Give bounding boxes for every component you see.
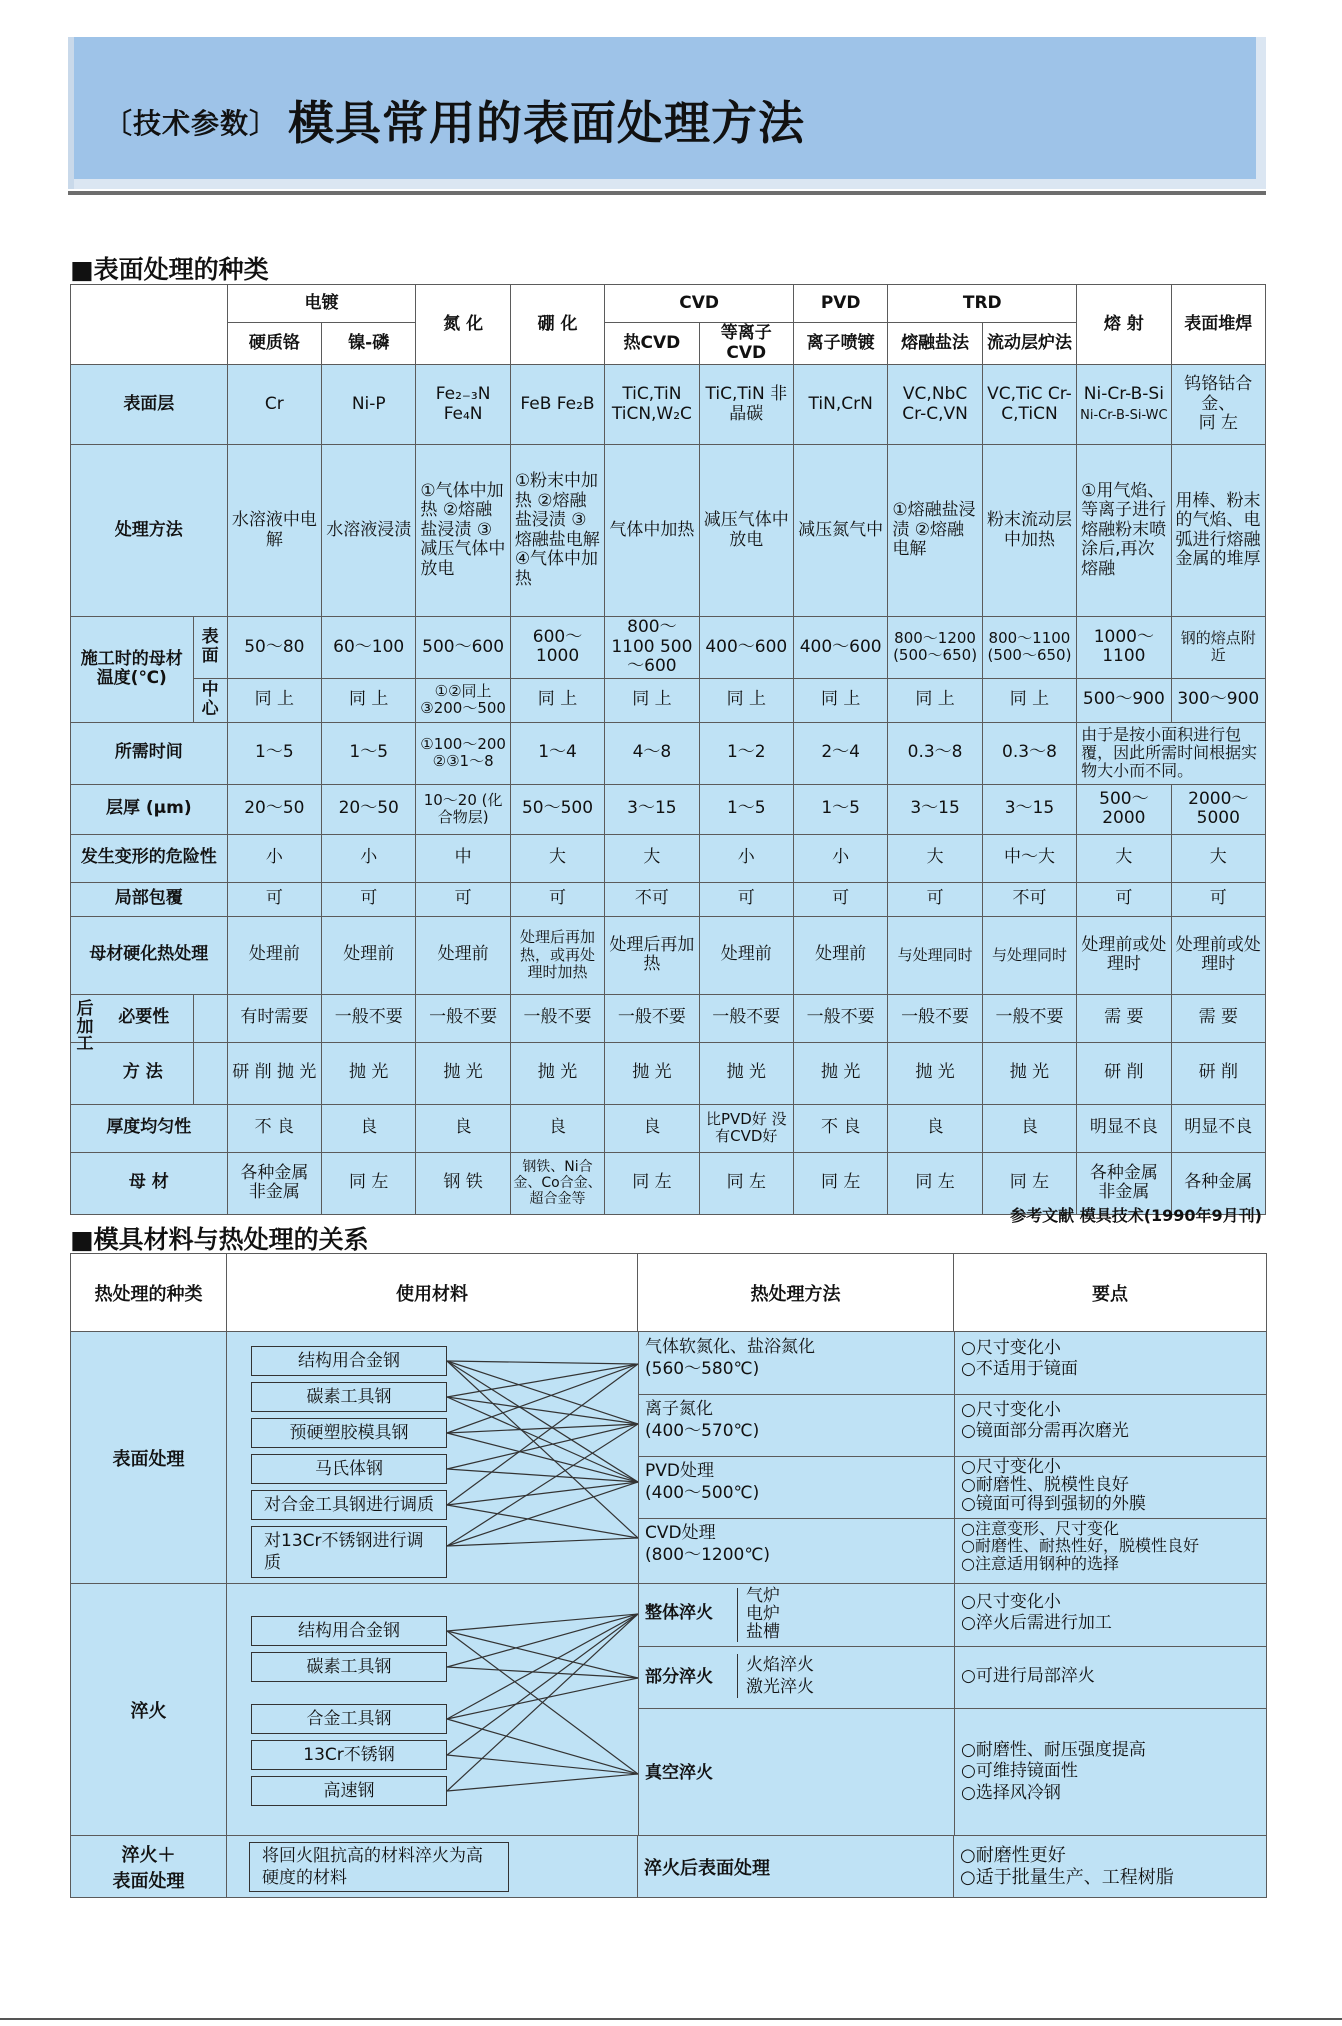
table-cell: 大 [510,834,604,882]
table-cell: 抛 光 [982,1042,1076,1104]
table-cell: 1～5 [793,784,887,834]
table-cell: 50～500 [510,784,604,834]
sub-header: 硬质铬 [227,323,321,365]
table-cell: 800～1200 (500～650) [888,617,982,679]
table-cell: 4～8 [605,722,699,784]
group-header: 电镀 [227,285,416,323]
title-text: 模具常用的表面处理方法 [288,96,806,150]
material-cell [227,1836,638,1898]
point-text: ○耐磨性更好 [960,1844,1066,1866]
table-cell: 水溶液浸渍 [322,445,416,617]
table-cell: 与处理同时 [982,916,1076,994]
table-cell: 可 [416,882,510,916]
connection-lines [447,1584,638,1836]
material-box: 预硬塑胶模具钢 [251,1418,447,1448]
table-cell: Fe₂₋₃N Fe₄N [416,365,510,445]
sub-header: 流动层炉法 [982,323,1076,365]
sub-method: 火焰淬火 [746,1655,814,1675]
table-cell: 钢 铁 [416,1152,510,1214]
row-label: 所需时间 [71,722,228,784]
row-sublabel: 中心 [193,678,227,722]
reference-note: 参考文献 模具技术(1990年9月刊) [1010,1206,1262,1225]
table-cell: TiC,TiN TiCN,W₂C [605,365,699,445]
table-cell: 一般不要 [699,994,793,1042]
table-cell: 需 要 [1171,994,1265,1042]
table-cell: 减压氮气中 [793,445,887,617]
material-box: 结构用合金钢 [251,1616,447,1646]
table-cell: 800～1100 (500～650) [982,617,1076,679]
table-cell: 同 左 [699,1152,793,1214]
category-line: 表面处理 [112,1870,185,1892]
table-cell: 500～2000 [1077,784,1171,834]
surface-block [227,1332,1267,1584]
table-cell: 一般不要 [793,994,887,1042]
table-cell: 各种金属 非金属 [227,1152,321,1214]
category-line: 淬火＋ [121,1844,176,1866]
row-label: 后加工 [76,998,94,1055]
table-cell: 抛 光 [510,1042,604,1104]
table-cell [1171,365,1265,445]
table-cell: 处理前 [793,916,887,994]
category-label: 淬火 [71,1584,227,1836]
point-text: ○耐磨性、耐压强度提高 [961,1740,1146,1760]
table-cell: 20～50 [322,784,416,834]
method-name: PVD处理 [645,1461,714,1481]
table-row [71,1042,1266,1104]
table-cell: 良 [982,1104,1076,1152]
page-title [104,87,805,153]
group-header: 表面堆焊 [1171,285,1265,365]
method-temp: (560～580℃) [645,1359,760,1380]
table-cell: 可 [1171,882,1265,916]
section1-title: ■表面处理的种类 [70,255,269,284]
material-box: 13Cr不锈钢 [251,1740,447,1770]
table-row [71,834,1266,882]
table-cell: 粉末流动层中加热 [982,445,1076,617]
row-label: 母材硬化热处理 [71,916,228,994]
point-text: ○淬火后需进行加工 [961,1613,1112,1634]
table-cell: 2000～5000 [1171,784,1265,834]
table-cell: 处理后再加热 [605,916,699,994]
row-label: 层厚 (μm) [71,784,228,834]
table-cell: 抛 光 [793,1042,887,1104]
table-cell: 不可 [982,882,1076,916]
table-cell: 中 [416,834,510,882]
row-label: 厚度均匀性 [71,1104,228,1152]
material-box: 高速钢 [251,1776,447,1806]
table-row [71,617,1266,679]
material-box: 马氏体钢 [251,1454,447,1484]
material-box: 结构用合金钢 [251,1346,447,1376]
method-name: 离子氮化 [645,1399,713,1419]
table-cell: 处理前或处理时 [1077,916,1171,994]
method-subs [737,1588,780,1642]
table-row [71,1332,1267,1584]
method-name: 整体淬火 [645,1603,713,1623]
table-cell: 1～5 [699,784,793,834]
cell-line: Ni-Cr-B-Si-WC [1080,407,1168,423]
table-cell: 抛 光 [416,1042,510,1104]
table-cell: 同 上 [510,678,604,722]
footer-rule [0,2018,1342,2020]
method-name: CVD处理 [645,1523,716,1543]
row-label: 局部包覆 [71,882,228,916]
table-cell: 50～80 [227,617,321,679]
table-cell: 可 [1077,882,1171,916]
table-cell: 钢的熔点附近 [1171,617,1265,679]
table-cell: 大 [888,834,982,882]
table-cell: 各种金属 [1171,1152,1265,1214]
table-cell: 处理前 [227,916,321,994]
row-label-split [71,994,194,1055]
table-cell: 大 [1077,834,1171,882]
table-cell: 处理后再加热，或再处理时加热 [510,916,604,994]
table-cell: 可 [322,882,416,916]
row-label: 施工时的母材温度(℃) [71,617,194,723]
table-cell: ①②同上 ③200～500 [416,678,510,722]
table-cell: 由于是按小面积进行包覆，因此所需时间根据实物大小而不同。 [1077,722,1266,784]
table-cell: 大 [605,834,699,882]
table-cell: 用棒、粉末的气焰、电弧进行熔融金属的堆厚 [1171,445,1265,617]
table-cell: 良 [510,1104,604,1152]
section2-title: ■模具材料与热处理的关系 [70,1225,369,1254]
row-label: 表面层 [71,365,228,445]
point-text: ○尺寸变化小 [961,1592,1061,1612]
points-cell [954,1836,1267,1898]
title-tag: 〔技术参数〕 [104,107,279,140]
point-text: ○尺寸变化小 [961,1400,1061,1420]
table-cell: 抛 光 [699,1042,793,1104]
table-cell: 1～2 [699,722,793,784]
table-cell: 小 [699,834,793,882]
sub-header: 等离子CVD [699,323,793,365]
table-cell: 水溶液中电解 [227,445,321,617]
table-cell: 良 [605,1104,699,1152]
table-cell: 气体中加热 [605,445,699,617]
table-cell: ①气体中加热 ②熔融盐浸渍 ③减压气体中放电 [416,445,510,617]
table-cell: 抛 光 [605,1042,699,1104]
method-temp: (800～1200℃) [645,1545,771,1566]
table-cell: 有时需要 [227,994,321,1042]
category-label: 表面处理 [71,1332,227,1584]
table-cell: 同 左 [793,1152,887,1214]
method-item [645,1398,759,1442]
method-item [645,1522,770,1566]
row-label: 处理方法 [71,445,228,617]
table-cell: 大 [1171,834,1265,882]
table-cell: 3～15 [982,784,1076,834]
material-box: 对13Cr不锈钢进行调质 [251,1526,447,1578]
point-text: ○选择风冷钢 [961,1782,1061,1803]
table-cell: 明显不良 [1171,1104,1265,1152]
method-name: 淬火后表面处理 [638,1836,954,1898]
method-name: 气体软氮化、盐浴氮化 [645,1337,815,1357]
table-cell: 一般不要 [982,994,1076,1042]
point-text: ○注意变形、尺寸变化 [961,1519,1119,1538]
table-cell: ①熔融盐浸渍 ②熔融电解 [888,445,982,617]
table-row [71,1104,1266,1152]
table-cell: 可 [793,882,887,916]
table-row [71,882,1266,916]
table-cell: ①100～200 ②③1～8 [416,722,510,784]
table-cell: 一般不要 [322,994,416,1042]
table-row [71,916,1266,994]
table-cell: 同 上 [982,678,1076,722]
table-cell: Cr [227,365,321,445]
table-cell: 800～1100 500～600 [605,617,699,679]
table-cell [1077,365,1171,445]
table-cell: 同 左 [888,1152,982,1214]
material-box: 将回火阻抗高的材料淬火为高硬度的材料 [249,1842,509,1892]
category-label [71,1836,227,1898]
material-box: 碳素工具钢 [251,1652,447,1682]
table-cell: FeB Fe₂B [510,365,604,445]
table-cell: 钢铁、Ni合金、Co合金、超合金等 [510,1152,604,1214]
table-cell: 同 左 [605,1152,699,1214]
table-cell: 良 [322,1104,416,1152]
table-cell: 良 [416,1104,510,1152]
table-row [71,365,1266,445]
group-header: 熔 射 [1077,285,1171,365]
table-cell: 一般不要 [888,994,982,1042]
row-label: 发生变形的危险性 [71,834,228,882]
point-text: ○镜面部分需再次磨光 [961,1421,1129,1442]
cell-line: 钨铬钴合金、 [1184,374,1253,414]
table-cell: 同 上 [793,678,887,722]
table-cell: 可 [510,882,604,916]
table-cell: 抛 光 [322,1042,416,1104]
row-sublabel: 必要性 [118,1007,170,1028]
table-cell: 400～600 [699,617,793,679]
table-cell: 不 良 [227,1104,321,1152]
row-label: 母 材 [71,1152,228,1214]
table-cell: 同 上 [888,678,982,722]
table-cell: 良 [888,1104,982,1152]
method-temp: (400～570℃) [645,1421,760,1442]
table-row [71,722,1266,784]
point-text: ○可维持镜面性 [961,1761,1078,1782]
point-text: ○不适用于镜面 [961,1359,1078,1380]
table-cell: 同 左 [322,1152,416,1214]
table-cell: 一般不要 [605,994,699,1042]
point-text: ○尺寸变化小 [961,1457,1061,1477]
table-cell: 3～15 [605,784,699,834]
table-cell: 小 [793,834,887,882]
group-header: TRD [888,285,1077,323]
table-cell: 需 要 [1077,994,1171,1042]
corner-cell [71,285,228,365]
material-box: 碳素工具钢 [251,1382,447,1412]
table-cell: 1～4 [510,722,604,784]
point-text: ○镜面可得到强韧的外膜 [961,1493,1146,1514]
table-cell: 20～50 [227,784,321,834]
material-box: 合金工具钢 [251,1704,447,1734]
table-cell: 明显不良 [1077,1104,1171,1152]
table-cell: 3～15 [888,784,982,834]
column-header: 使用材料 [227,1254,638,1332]
table-cell: 600～1000 [510,617,604,679]
table-cell: 处理前 [416,916,510,994]
table-cell: 不可 [605,882,699,916]
group-header: 硼 化 [510,285,604,365]
header-banner [68,37,1266,189]
point-text: ○注意适用钢种的选择 [961,1553,1119,1573]
table-cell: 与处理同时 [888,916,982,994]
point-text: ○适于批量生产、工程树脂 [960,1866,1174,1888]
point-text: ○耐磨性、脱模性良好 [961,1475,1129,1496]
table-cell: TiC,TiN 非晶碳 [699,365,793,445]
point-text: ○耐磨性、耐热性好，脱模性良好 [961,1536,1199,1556]
column-header: 要点 [954,1254,1267,1332]
sub-header: 热CVD [605,323,699,365]
sub-header: 离子喷镀 [793,323,887,365]
table-cell: 研 削 [1077,1042,1171,1104]
group-header: CVD [605,285,794,323]
table-cell: 500～900 [1077,678,1171,722]
table-cell: 同 上 [322,678,416,722]
table-cell: 同 上 [699,678,793,722]
table-cell: 60～100 [322,617,416,679]
table-cell: 0.3～8 [982,722,1076,784]
table-cell: 同 上 [227,678,321,722]
table-cell: 处理前 [699,916,793,994]
table-cell: 1000～1100 [1077,617,1171,679]
sub-header: 镍-磷 [322,323,416,365]
table-row [71,445,1266,617]
sub-method: 电炉 [746,1603,780,1624]
table-cell: VC,NbC Cr-C,VN [888,365,982,445]
connection-lines [447,1332,638,1584]
surface-treatment-table [70,284,1266,1215]
sub-method: 激光淬火 [746,1677,814,1698]
table-cell: 处理前或处理时 [1171,916,1265,994]
table-cell: 小 [227,834,321,882]
quench-block [227,1584,1267,1836]
column-header: 热处理方法 [638,1254,954,1332]
table-cell: 不 良 [793,1104,887,1152]
table-cell: 比PVD好 没有CVD好 [699,1104,793,1152]
table-cell: Ni-P [322,365,416,445]
cell-line: 同 左 [1198,413,1238,434]
table-cell: ①用气焰、等离子进行熔融粉末喷涂后,再次熔融 [1077,445,1171,617]
group-header: 氮 化 [416,285,510,365]
table-cell: 同 左 [982,1152,1076,1214]
table-cell: 研 削 抛 光 [227,1042,321,1104]
table-cell: 400～600 [793,617,887,679]
table-cell: 中～大 [982,834,1076,882]
table-row [71,1584,1267,1836]
point-text: ○尺寸变化小 [961,1338,1061,1358]
table-cell: 一般不要 [416,994,510,1042]
table-cell: ①粉末中加热 ②熔融盐浸渍 ③熔融盐电解 ④气体中加热 [510,445,604,617]
table-cell: 可 [227,882,321,916]
table-cell: 减压气体中放电 [699,445,793,617]
sub-header: 熔融盐法 [888,323,982,365]
table-row [71,994,1266,1042]
method-name: 真空淬火 [645,1763,713,1783]
table-cell: 各种金属 非金属 [1077,1152,1171,1214]
table-cell: 0.3～8 [888,722,982,784]
row-sublabel: 表面 [193,617,227,679]
table-row [71,1836,1267,1898]
point-text: ○可进行局部淬火 [961,1666,1095,1686]
material-heat-treatment-table [70,1253,1267,1898]
method-temp: (400～500℃) [645,1483,760,1504]
method-name: 部分淬火 [645,1667,713,1687]
table-cell: 同 上 [605,678,699,722]
table-cell: 300～900 [1171,678,1265,722]
table-cell: 可 [888,882,982,916]
table-row [71,678,1266,722]
table-cell: 研 削 [1171,1042,1265,1104]
table-row [71,784,1266,834]
table-cell: 1～5 [227,722,321,784]
table-cell: TiN,CrN [793,365,887,445]
method-item [645,1460,759,1504]
row-sublabel: 方 法 [71,1042,194,1104]
table-cell: 可 [699,882,793,916]
table-cell: 处理前 [322,916,416,994]
sub-method: 盐槽 [746,1621,780,1642]
group-header: PVD [793,285,887,323]
table-cell: 抛 光 [888,1042,982,1104]
table-cell: 10～20 (化合物层) [416,784,510,834]
table-cell: 一般不要 [510,994,604,1042]
table-cell: 500～600 [416,617,510,679]
table-cell: 小 [322,834,416,882]
table-cell: 1～5 [322,722,416,784]
cell-line: Ni-Cr-B-Si [1083,384,1164,405]
header-underline [68,191,1266,195]
sub-method: 气炉 [746,1586,780,1606]
table-cell: 2～4 [793,722,887,784]
material-box: 对合金工具钢进行调质 [251,1490,447,1520]
method-item [645,1336,815,1380]
column-header: 热处理的种类 [71,1254,227,1332]
table-cell: VC,TiC Cr-C,TiCN [982,365,1076,445]
method-subs [737,1654,814,1698]
